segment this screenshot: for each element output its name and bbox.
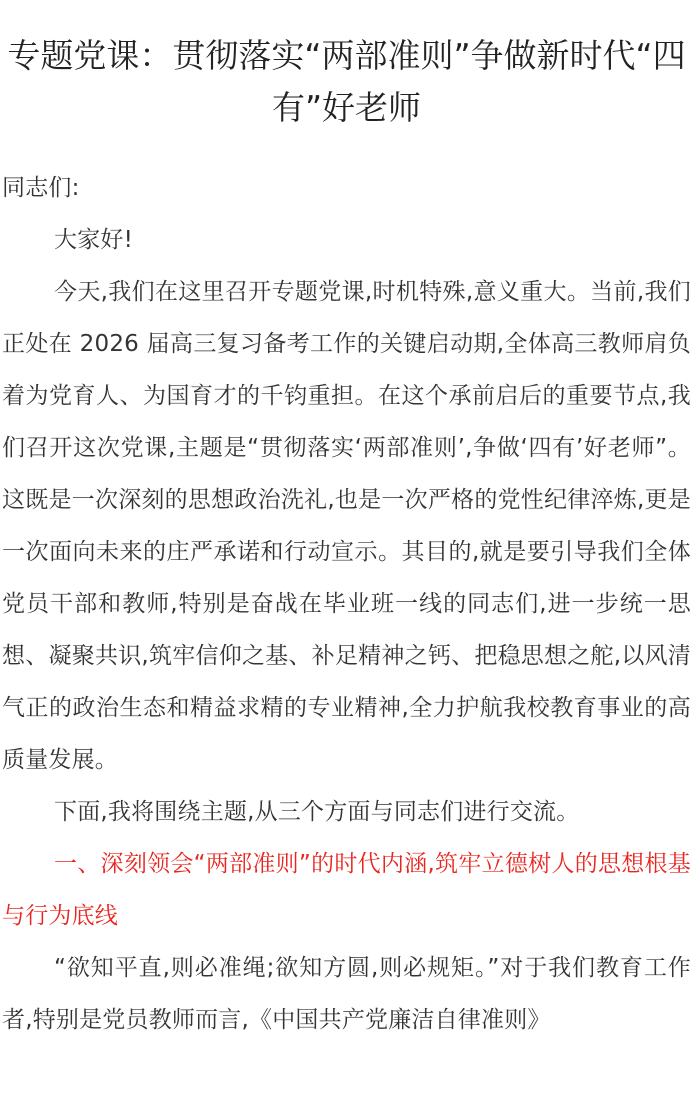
body-paragraph: 今天,我们在这里召开专题党课,时机特殊,意义重大。当前,我们正处在 2026 届高三复习备考工作的关键启动期,全体高三教师肩负着为党育人、为国育才的千钧重担。在这个承前启后的重要节点,我们召开这次党课,主题是“贯彻落实‘两部准则’,争做‘四有’好老师”。这既是一次深刻的思想政治洗礼,也是一次严格的党性纪律淬炼,更是一次面向未来的庄严承诺和行动宣示。其目的,就是要引导我们全体党员干部和教师,特别是奋战在毕业班一线的同志们,进一步统一思想、凝聚共识,筑牢信仰之基、补足精神之钙、把稳思想之舵,以风清气正的政治生态和精益求精的专业精神,全力护航我校教育事业的高质量发展。 <box>2 279 691 773</box>
article-body <box>0 162 693 1046</box>
salutation: 同志们: <box>2 175 80 201</box>
body-paragraph: “欲知平直,则必准绳;欲知方圆,则必规矩。”对于我们教育工作者,特别是党员教师而言,《中国共产党廉洁自律准则》 <box>2 955 691 1033</box>
section-heading: 一、深刻领会“两部准则”的时代内涵,筑牢立德树人的思想根基与行为底线 <box>2 851 691 929</box>
article-title: 专题党课：贯彻落实“两部准则”争做新时代“四有”好老师 <box>7 36 686 127</box>
greeting: 大家好! <box>54 227 134 253</box>
body-paragraph: 下面,我将围绕主题,从三个方面与同志们进行交流。 <box>54 799 580 825</box>
